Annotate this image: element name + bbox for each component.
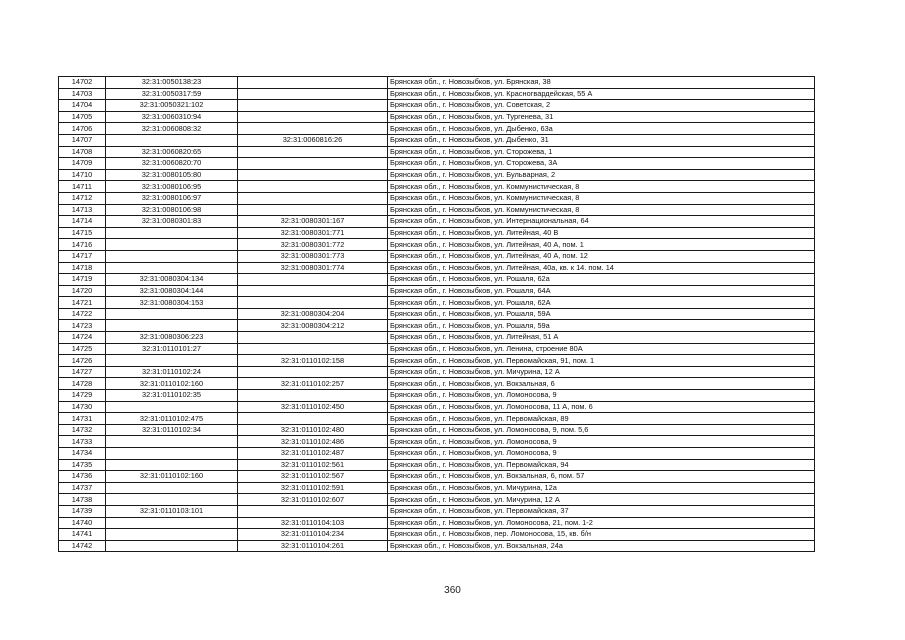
cadastral-number-cell: 32:31:0110102:24: [106, 366, 238, 378]
cadastral-number-cell: 32:31:0080304:153: [106, 297, 238, 309]
row-id-cell: 14729: [59, 390, 106, 402]
row-id-cell: 14740: [59, 517, 106, 529]
building-cadastral-number-cell: [238, 285, 388, 297]
building-cadastral-number-cell: 32:31:0110104:103: [238, 517, 388, 529]
table-row: [59, 529, 815, 541]
cadastral-number-cell: [106, 355, 238, 367]
address-cell: Брянская обл., г. Новозыбков, ул. Советская, 2: [388, 100, 815, 112]
building-cadastral-number-cell: [238, 204, 388, 216]
building-cadastral-number-cell: 32:31:0110102:567: [238, 471, 388, 483]
table-row: [59, 320, 815, 332]
building-cadastral-number-cell: [238, 274, 388, 286]
building-cadastral-number-cell: 32:31:0110104:234: [238, 529, 388, 541]
address-cell: Брянская обл., г. Новозыбков, ул. Ломоносова, 9: [388, 390, 815, 402]
cadastral-number-cell: [106, 448, 238, 460]
building-cadastral-number-cell: 32:31:0110102:450: [238, 401, 388, 413]
row-id-cell: 14717: [59, 250, 106, 262]
table-row: [59, 227, 815, 239]
cadastral-number-cell: [106, 517, 238, 529]
table-row: [59, 88, 815, 100]
building-cadastral-number-cell: 32:31:0080301:772: [238, 239, 388, 251]
cadastral-number-cell: 32:31:0080304:134: [106, 274, 238, 286]
table-row: [59, 158, 815, 170]
cadastral-number-cell: 32:31:0060820:70: [106, 158, 238, 170]
address-cell: Брянская обл., г. Новозыбков, ул. Вокзальная, 6, пом. 57: [388, 471, 815, 483]
building-cadastral-number-cell: [238, 169, 388, 181]
cadastral-number-cell: 32:31:0050321:102: [106, 100, 238, 112]
address-cell: Брянская обл., г. Новозыбков, ул. Литейная, 51 А: [388, 332, 815, 344]
table-row: [59, 343, 815, 355]
building-cadastral-number-cell: 32:31:0110102:480: [238, 424, 388, 436]
address-cell: Брянская обл., г. Новозыбков, ул. Литейная, 40 В: [388, 227, 815, 239]
address-cell: Брянская обл., г. Новозыбков, ул. Коммунистическая, 8: [388, 204, 815, 216]
cadastral-number-cell: 32:31:0050317:59: [106, 88, 238, 100]
page-number: 360: [444, 585, 461, 596]
row-id-cell: 14738: [59, 494, 106, 506]
building-cadastral-number-cell: 32:31:0110102:561: [238, 459, 388, 471]
row-id-cell: 14736: [59, 471, 106, 483]
table-row: [59, 366, 815, 378]
address-cell: Брянская обл., г. Новозыбков, ул. Бульварная, 2: [388, 169, 815, 181]
table-row: [59, 471, 815, 483]
cadastral-number-cell: [106, 482, 238, 494]
building-cadastral-number-cell: [238, 146, 388, 158]
address-cell: Брянская обл., г. Новозыбков, ул. Рошаля, 62а: [388, 274, 815, 286]
table-row: [59, 308, 815, 320]
building-cadastral-number-cell: [238, 181, 388, 193]
building-cadastral-number-cell: 32:31:0080301:771: [238, 227, 388, 239]
table-row: [59, 239, 815, 251]
row-id-cell: 14742: [59, 540, 106, 552]
address-cell: Брянская обл., г. Новозыбков, ул. Литейная, 40 А, пом. 1: [388, 239, 815, 251]
table-row: [59, 285, 815, 297]
building-cadastral-number-cell: [238, 297, 388, 309]
address-cell: Брянская обл., г. Новозыбков, ул. Ломоносова, 9: [388, 448, 815, 460]
row-id-cell: 14705: [59, 111, 106, 123]
building-cadastral-number-cell: 32:31:0060816:26: [238, 134, 388, 146]
row-id-cell: 14724: [59, 332, 106, 344]
building-cadastral-number-cell: [238, 111, 388, 123]
cadastral-number-cell: 32:31:0080304:144: [106, 285, 238, 297]
building-cadastral-number-cell: [238, 505, 388, 517]
table-row: [59, 192, 815, 204]
table-row: [59, 181, 815, 193]
table-row: [59, 482, 815, 494]
table-row: [59, 216, 815, 228]
table-row: [59, 274, 815, 286]
cadastral-number-cell: 32:31:0110102:475: [106, 413, 238, 425]
row-id-cell: 14718: [59, 262, 106, 274]
building-cadastral-number-cell: [238, 413, 388, 425]
building-cadastral-number-cell: 32:31:0080304:212: [238, 320, 388, 332]
cadastral-number-cell: 32:31:0110102:35: [106, 390, 238, 402]
row-id-cell: 14723: [59, 320, 106, 332]
row-id-cell: 14726: [59, 355, 106, 367]
row-id-cell: 14730: [59, 401, 106, 413]
address-cell: Брянская обл., г. Новозыбков, ул. Первомайская, 89: [388, 413, 815, 425]
registry-table: [58, 76, 815, 552]
table-row: [59, 169, 815, 181]
row-id-cell: 14727: [59, 366, 106, 378]
address-cell: Брянская обл., г. Новозыбков, ул. Мичурина, 12 А: [388, 366, 815, 378]
address-cell: Брянская обл., г. Новозыбков, ул. Коммунистическая, 8: [388, 181, 815, 193]
table-row: [59, 297, 815, 309]
cadastral-number-cell: [106, 250, 238, 262]
address-cell: Брянская обл., г. Новозыбков, ул. Первомайская, 91, пом. 1: [388, 355, 815, 367]
cadastral-number-cell: [106, 436, 238, 448]
cadastral-number-cell: 32:31:0080301:83: [106, 216, 238, 228]
table-row: [59, 204, 815, 216]
row-id-cell: 14741: [59, 529, 106, 541]
table-row: [59, 494, 815, 506]
row-id-cell: 14703: [59, 88, 106, 100]
building-cadastral-number-cell: 32:31:0080301:773: [238, 250, 388, 262]
address-cell: Брянская обл., г. Новозыбков, ул. Рошаля, 64А: [388, 285, 815, 297]
cadastral-number-cell: [106, 134, 238, 146]
address-cell: Брянская обл., г. Новозыбков, ул. Мичурина, 12а: [388, 482, 815, 494]
row-id-cell: 14721: [59, 297, 106, 309]
row-id-cell: 14720: [59, 285, 106, 297]
address-cell: Брянская обл., г. Новозыбков, ул. Интернациональная, 64: [388, 216, 815, 228]
row-id-cell: 14708: [59, 146, 106, 158]
address-cell: Брянская обл., г. Новозыбков, ул. Мичурина, 12 А: [388, 494, 815, 506]
address-cell: Брянская обл., г. Новозыбков, ул. Вокзальная, 6: [388, 378, 815, 390]
building-cadastral-number-cell: 32:31:0110104:261: [238, 540, 388, 552]
address-cell: Брянская обл., г. Новозыбков, ул. Литейная, 40а, кв. к 14. пом. 14: [388, 262, 815, 274]
cadastral-number-cell: 32:31:0080306:223: [106, 332, 238, 344]
cadastral-number-cell: [106, 540, 238, 552]
building-cadastral-number-cell: [238, 390, 388, 402]
building-cadastral-number-cell: [238, 100, 388, 112]
address-cell: Брянская обл., г. Новозыбков, ул. Ломоносова, 11 А, пом. 6: [388, 401, 815, 413]
table-row: [59, 540, 815, 552]
row-id-cell: 14731: [59, 413, 106, 425]
row-id-cell: 14714: [59, 216, 106, 228]
cadastral-number-cell: 32:31:0110102:160: [106, 378, 238, 390]
table-row: [59, 378, 815, 390]
building-cadastral-number-cell: 32:31:0080301:774: [238, 262, 388, 274]
cadastral-number-cell: 32:31:0080106:98: [106, 204, 238, 216]
cadastral-number-cell: [106, 401, 238, 413]
cadastral-number-cell: [106, 227, 238, 239]
address-cell: Брянская обл., г. Новозыбков, ул. Вокзальная, 24а: [388, 540, 815, 552]
building-cadastral-number-cell: 32:31:0110102:607: [238, 494, 388, 506]
table-row: [59, 146, 815, 158]
row-id-cell: 14711: [59, 181, 106, 193]
cadastral-number-cell: 32:31:0110101:27: [106, 343, 238, 355]
row-id-cell: 14733: [59, 436, 106, 448]
cadastral-number-cell: 32:31:0080105:80: [106, 169, 238, 181]
cadastral-number-cell: 32:31:0060808:32: [106, 123, 238, 135]
table-row: [59, 505, 815, 517]
cadastral-number-cell: [106, 529, 238, 541]
cadastral-number-cell: 32:31:0110103:101: [106, 505, 238, 517]
table-row: [59, 517, 815, 529]
building-cadastral-number-cell: [238, 77, 388, 89]
address-cell: Брянская обл., г. Новозыбков, ул. Рошаля, 59а: [388, 320, 815, 332]
row-id-cell: 14706: [59, 123, 106, 135]
table-row: [59, 401, 815, 413]
address-cell: Брянская обл., г. Новозыбков, ул. Литейная, 40 А, пом. 12: [388, 250, 815, 262]
row-id-cell: 14709: [59, 158, 106, 170]
cadastral-number-cell: [106, 494, 238, 506]
address-cell: Брянская обл., г. Новозыбков, ул. Дыбенко, 63а: [388, 123, 815, 135]
building-cadastral-number-cell: [238, 366, 388, 378]
address-cell: Брянская обл., г. Новозыбков, ул. Ломоносова, 9: [388, 436, 815, 448]
address-cell: Брянская обл., г. Новозыбков, ул. Ломоносова, 9, пом. 5,6: [388, 424, 815, 436]
table-row: [59, 111, 815, 123]
building-cadastral-number-cell: 32:31:0110102:591: [238, 482, 388, 494]
cadastral-number-cell: [106, 320, 238, 332]
row-id-cell: 14739: [59, 505, 106, 517]
building-cadastral-number-cell: 32:31:0080301:167: [238, 216, 388, 228]
cadastral-number-cell: 32:31:0080106:95: [106, 181, 238, 193]
address-cell: Брянская обл., г. Новозыбков, ул. Ломоносова, 21, пом. 1-2: [388, 517, 815, 529]
table-row: [59, 459, 815, 471]
row-id-cell: 14704: [59, 100, 106, 112]
table-row: [59, 250, 815, 262]
row-id-cell: 14716: [59, 239, 106, 251]
building-cadastral-number-cell: [238, 88, 388, 100]
table-row: [59, 332, 815, 344]
cadastral-number-cell: [106, 459, 238, 471]
building-cadastral-number-cell: [238, 123, 388, 135]
row-id-cell: 14732: [59, 424, 106, 436]
address-cell: Брянская обл., г. Новозыбков, ул. Сторожева, 3А: [388, 158, 815, 170]
row-id-cell: 14710: [59, 169, 106, 181]
building-cadastral-number-cell: 32:31:0110102:158: [238, 355, 388, 367]
building-cadastral-number-cell: 32:31:0110102:487: [238, 448, 388, 460]
row-id-cell: 14735: [59, 459, 106, 471]
building-cadastral-number-cell: [238, 343, 388, 355]
table-row: [59, 77, 815, 89]
row-id-cell: 14702: [59, 77, 106, 89]
building-cadastral-number-cell: 32:31:0110102:257: [238, 378, 388, 390]
address-cell: Брянская обл., г. Новозыбков, ул. Ленина, строение 80А: [388, 343, 815, 355]
table-row: [59, 413, 815, 425]
row-id-cell: 14713: [59, 204, 106, 216]
address-cell: Брянская обл., г. Новозыбков, ул. Брянская, 38: [388, 77, 815, 89]
row-id-cell: 14719: [59, 274, 106, 286]
cadastral-number-cell: 32:31:0060820:65: [106, 146, 238, 158]
building-cadastral-number-cell: [238, 192, 388, 204]
table-row: [59, 100, 815, 112]
address-cell: Брянская обл., г. Новозыбков, ул. Рошаля, 62А: [388, 297, 815, 309]
address-cell: Брянская обл., г. Новозыбков, ул. Рошаля, 59А: [388, 308, 815, 320]
cadastral-number-cell: 32:31:0080106:97: [106, 192, 238, 204]
address-cell: Брянская обл., г. Новозыбков, ул. Красногвардейская, 55 А: [388, 88, 815, 100]
row-id-cell: 14734: [59, 448, 106, 460]
table-row: [59, 262, 815, 274]
cadastral-number-cell: [106, 308, 238, 320]
address-cell: Брянская обл., г. Новозыбков, ул. Первомайская, 37: [388, 505, 815, 517]
table-row: [59, 448, 815, 460]
address-cell: Брянская обл., г. Новозыбков, ул. Дыбенко, 31: [388, 134, 815, 146]
cadastral-number-cell: [106, 262, 238, 274]
building-cadastral-number-cell: 32:31:0110102:486: [238, 436, 388, 448]
row-id-cell: 14737: [59, 482, 106, 494]
cadastral-number-cell: 32:31:0110102:160: [106, 471, 238, 483]
row-id-cell: 14715: [59, 227, 106, 239]
cadastral-number-cell: 32:31:0060310:94: [106, 111, 238, 123]
table-row: [59, 424, 815, 436]
table-row: [59, 355, 815, 367]
cadastral-number-cell: 32:31:0050138:23: [106, 77, 238, 89]
address-cell: Брянская обл., г. Новозыбков, ул. Сторожева, 1: [388, 146, 815, 158]
building-cadastral-number-cell: 32:31:0080304:204: [238, 308, 388, 320]
row-id-cell: 14712: [59, 192, 106, 204]
address-cell: Брянская обл., г. Новозыбков, ул. Первомайская, 94: [388, 459, 815, 471]
row-id-cell: 14728: [59, 378, 106, 390]
table-row: [59, 390, 815, 402]
table-row: [59, 436, 815, 448]
building-cadastral-number-cell: [238, 158, 388, 170]
cadastral-number-cell: [106, 239, 238, 251]
table-row: [59, 123, 815, 135]
address-cell: Брянская обл., г. Новозыбков, пер. Ломоносова, 15, кв. б/н: [388, 529, 815, 541]
row-id-cell: 14725: [59, 343, 106, 355]
cadastral-number-cell: 32:31:0110102:34: [106, 424, 238, 436]
address-cell: Брянская обл., г. Новозыбков, ул. Тургенева, 31: [388, 111, 815, 123]
address-cell: Брянская обл., г. Новозыбков, ул. Коммунистическая, 8: [388, 192, 815, 204]
registry-table-body: [59, 77, 815, 552]
table-row: [59, 134, 815, 146]
row-id-cell: 14722: [59, 308, 106, 320]
row-id-cell: 14707: [59, 134, 106, 146]
building-cadastral-number-cell: [238, 332, 388, 344]
